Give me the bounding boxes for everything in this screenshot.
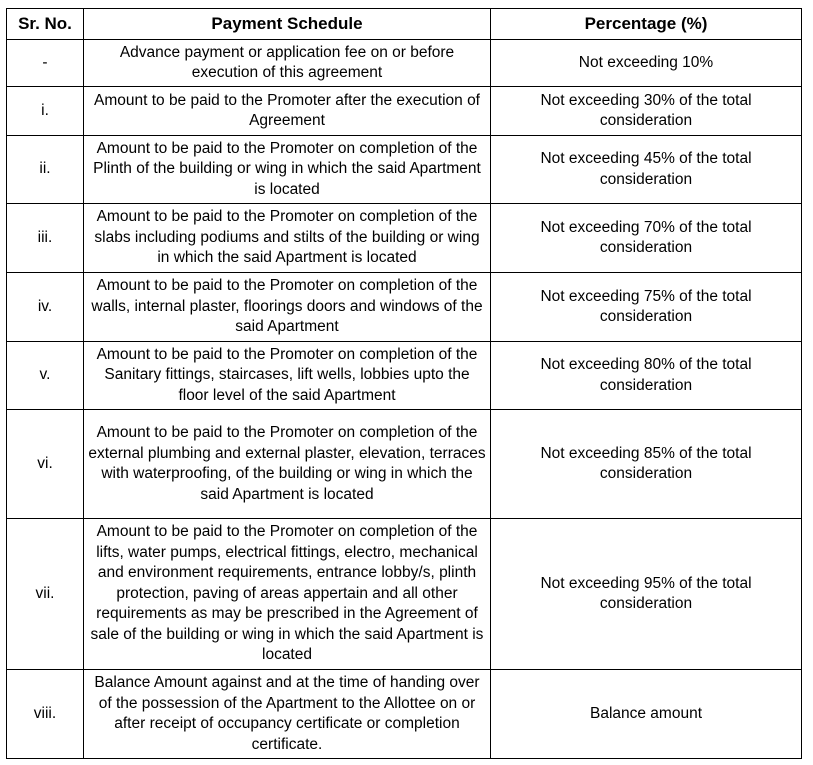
percentage-cell: Not exceeding 70% of the total consideration (491, 204, 802, 273)
schedule-cell: Advance payment or application fee on or before execution of this agreement (84, 40, 491, 87)
header-payment-schedule: Payment Schedule (84, 9, 491, 40)
schedule-cell: Balance Amount against and at the time of handing over of the possession of the Apartment to the Allottee on or after receipt of occupancy certificate or completion certificate. (84, 670, 491, 759)
table-row (7, 410, 802, 519)
sr-no-cell: ii. (7, 136, 84, 204)
table-row (7, 87, 802, 136)
schedule-cell: Amount to be paid to the Promoter on completion of the external plumbing and external plaster, elevation, terraces with waterproofing, of the building or wing in which the said Apartment is located (84, 410, 491, 519)
percentage-cell: Not exceeding 85% of the total consideration (491, 410, 802, 519)
percentage-cell: Not exceeding 80% of the total consideration (491, 342, 802, 410)
percentage-cell: Not exceeding 30% of the total consideration (491, 87, 802, 136)
percentage-cell: Not exceeding 45% of the total consideration (491, 136, 802, 204)
header-sr-no: Sr. No. (7, 9, 84, 40)
schedule-cell: Amount to be paid to the Promoter on completion of the lifts, water pumps, electrical fittings, electro, mechanical and environment requirements, entrance lobby/s, plinth protection, paving of areas appertain and all other requirements as may be prescribed in the Agreement of sale of the building or wing in which the said Apartment is located (84, 519, 491, 670)
schedule-cell: Amount to be paid to the Promoter after the execution of Agreement (84, 87, 491, 136)
sr-no-cell: iii. (7, 204, 84, 273)
sr-no-cell: v. (7, 342, 84, 410)
sr-no-cell: iv. (7, 273, 84, 342)
sr-no-cell: vii. (7, 519, 84, 670)
header-row (7, 9, 802, 40)
schedule-cell: Amount to be paid to the Promoter on completion of the Plinth of the building or wing in which the said Apartment is located (84, 136, 491, 204)
percentage-cell: Balance amount (491, 670, 802, 759)
table-row (7, 342, 802, 410)
percentage-cell: Not exceeding 75% of the total consideration (491, 273, 802, 342)
schedule-cell: Amount to be paid to the Promoter on completion of the walls, internal plaster, floorings doors and windows of the said Apartment (84, 273, 491, 342)
table-row (7, 204, 802, 273)
sr-no-cell: - (7, 40, 84, 87)
table-row (7, 273, 802, 342)
sr-no-cell: vi. (7, 410, 84, 519)
schedule-cell: Amount to be paid to the Promoter on completion of the Sanitary fittings, staircases, lift wells, lobbies upto the floor level of the said Apartment (84, 342, 491, 410)
sr-no-cell: i. (7, 87, 84, 136)
table-row (7, 40, 802, 87)
table-row (7, 519, 802, 670)
table-row (7, 670, 802, 759)
sr-no-cell: viii. (7, 670, 84, 759)
schedule-cell: Amount to be paid to the Promoter on completion of the slabs including podiums and stilts of the building or wing in which the said Apartment is located (84, 204, 491, 273)
percentage-cell: Not exceeding 10% (491, 40, 802, 87)
payment-schedule-table (6, 8, 802, 759)
header-percentage: Percentage (%) (491, 9, 802, 40)
percentage-cell: Not exceeding 95% of the total consideration (491, 519, 802, 670)
table-row (7, 136, 802, 204)
